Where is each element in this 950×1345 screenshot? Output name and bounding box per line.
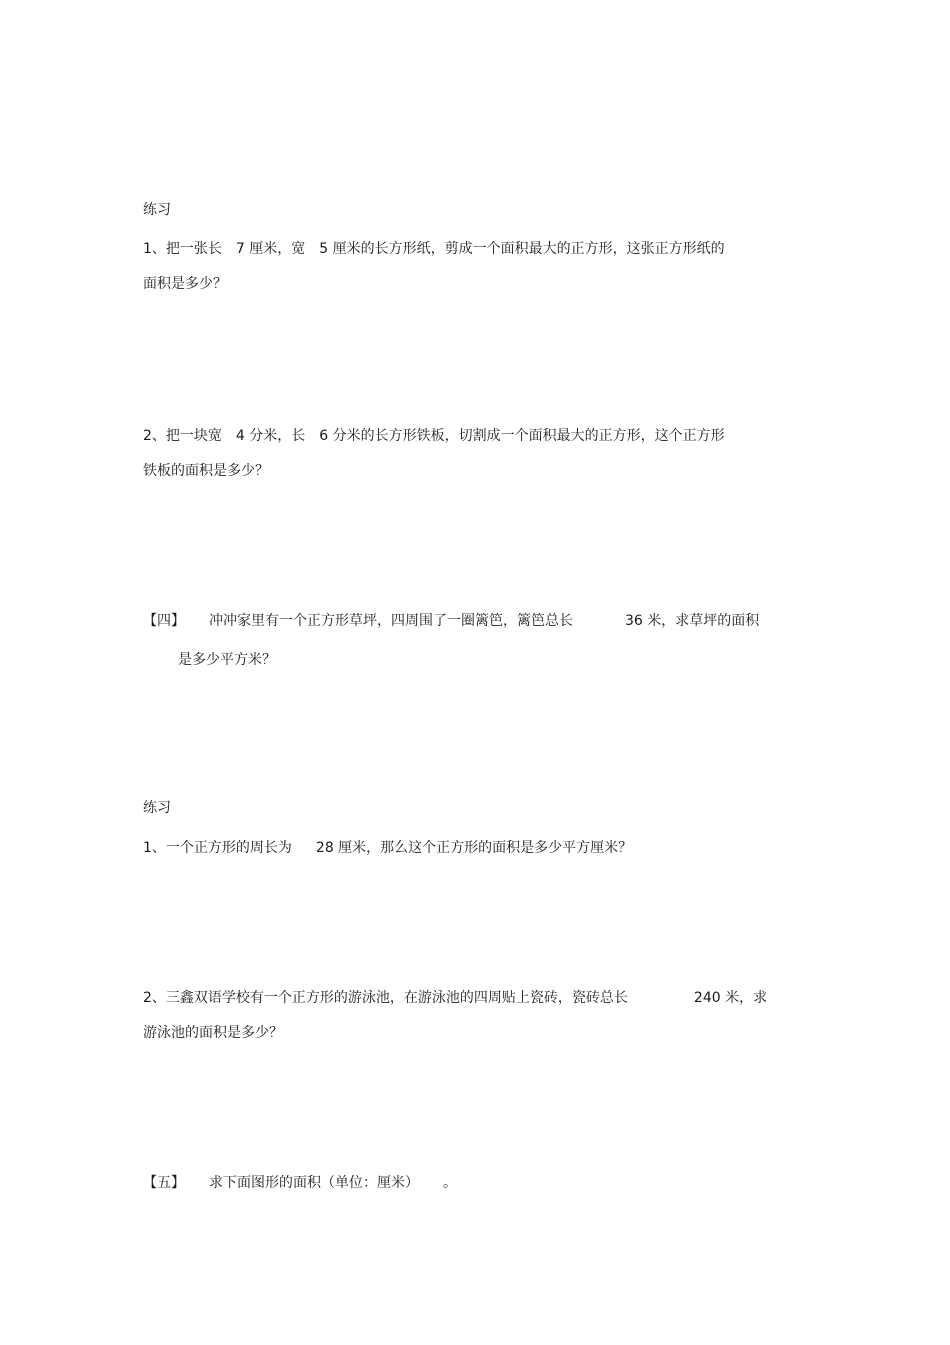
example5-part-a: 求下面图形的面积（单位：厘米） [209, 1175, 419, 1191]
example5-tag: 【五】 [143, 1175, 185, 1191]
section1-q1-line1 [143, 240, 725, 258]
section1-q2-line2: 铁板的面积是多少？ [143, 463, 269, 479]
section2-q2-line2: 游泳池的面积是多少？ [143, 1025, 283, 1041]
example4-line2: 是多少平方米？ [178, 652, 276, 668]
example5-part-b: 。 [443, 1175, 457, 1191]
section2-q1-part-a: 1、一个正方形的周长为 [143, 840, 292, 856]
example5-line1 [143, 1174, 457, 1192]
section2-heading: 练习 [143, 800, 171, 816]
section2-q2-line1 [143, 989, 767, 1007]
section1-q1-line2: 面积是多少？ [143, 276, 227, 292]
section1-q2-part-c: 6 分米的长方形铁板，切割成一个面积最大的正方形，这个正方形 [319, 428, 725, 444]
section1-q1-part-b: 7 厘米，宽 [235, 241, 306, 257]
section1-q2-line1 [143, 427, 725, 445]
section1-q2-part-a: 2、把一块宽 [143, 428, 222, 444]
example4-tag: 【四】 [143, 613, 185, 629]
example4-line1 [143, 612, 759, 630]
section2-q1-line1 [143, 839, 632, 857]
section1-q1-part-c: 5 厘米的长方形纸，剪成一个面积最大的正方形，这张正方形纸的 [319, 241, 725, 257]
section2-q2-part-a: 2、三鑫双语学校有一个正方形的游泳池，在游泳池的四周贴上瓷砖，瓷砖总长 [143, 990, 628, 1006]
section1-heading: 练习 [143, 202, 171, 218]
section2-q1-part-b: 28 厘米，那么这个正方形的面积是多少平方厘米？ [315, 840, 633, 856]
example4-part-a: 冲冲家里有一个正方形草坪，四周围了一圈篱笆，篱笆总长 [209, 613, 573, 629]
example4-part-b: 36 米，求草坪的面积 [625, 613, 760, 629]
section2-q2-part-b: 240 米，求 [693, 990, 768, 1006]
section1-q2-part-b: 4 分米，长 [235, 428, 306, 444]
section1-q1-part-a: 1、把一张长 [143, 241, 222, 257]
